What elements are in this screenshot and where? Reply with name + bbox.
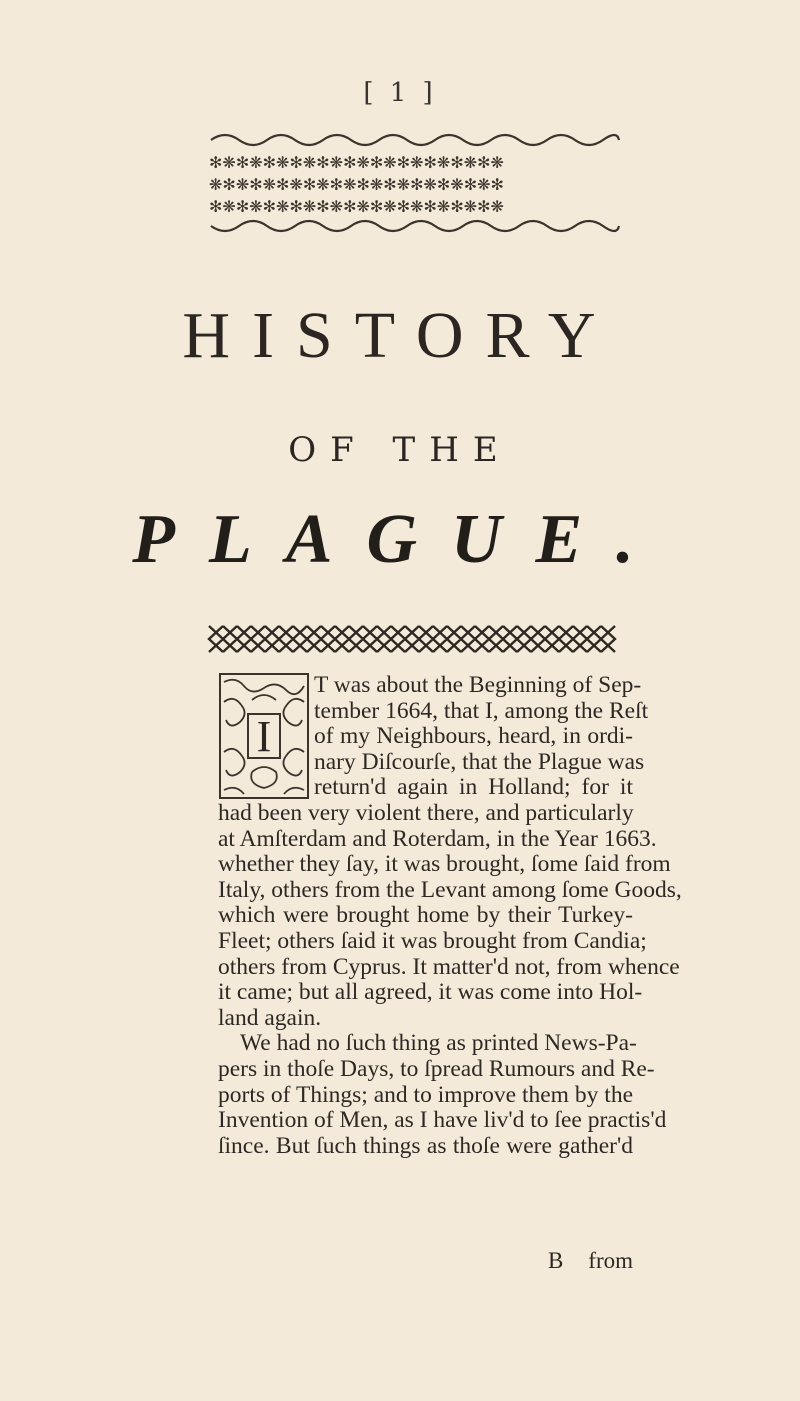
text-line: T was about the Beginning of Sep-: [314, 672, 642, 698]
signature-mark: B: [548, 1248, 564, 1273]
text-line: which were brought home by their Turkey-: [218, 902, 633, 929]
text-line: of my Neighbours, heard, in ordi-: [314, 723, 633, 750]
svg-text:❋✻❋✻❋✻❋✻❋✻❋✻❋✻❋✻❋✻❋✻❋✻: ❋✻❋✻❋✻❋✻❋✻❋✻❋✻❋✻❋✻❋✻❋✻: [209, 175, 504, 194]
head-ornament-icon: [205, 128, 625, 238]
title-history: HISTORY: [182, 299, 618, 372]
text-line: tember 1664, that I, among the Reſt: [314, 697, 649, 724]
text-line: Fleet; others ſaid it was brought from Candia;: [218, 927, 647, 954]
text-line: We had no ſuch thing as printed News-Pa-: [240, 1030, 637, 1057]
svg-text:✻❋✻❋✻❋✻❋✻❋✻❋✻❋✻❋✻❋✻❋✻❋: ✻❋✻❋✻❋✻❋✻❋✻❋✻❋✻❋✻❋✻❋✻❋: [209, 197, 504, 216]
body-text: [218, 672, 682, 1159]
text-line: ſince. But ſuch things as thoſe were gather'd: [218, 1132, 633, 1159]
text-line: ports of Things; and to improve them by the: [218, 1081, 633, 1108]
title-of-the: OF THE: [288, 430, 512, 470]
page-footer: [218, 1248, 633, 1278]
title-plague: PLAGUE.: [132, 501, 668, 578]
text-line: Italy, others from the Levant among ſome Goods,: [218, 876, 682, 903]
page-number: [ 1 ]: [363, 78, 437, 108]
text-line: nary Diſcourſe, that the Plague was: [314, 748, 645, 775]
ornamental-rule-icon: [205, 622, 625, 656]
drop-cap-letter: I: [256, 711, 272, 761]
text-line: land again.: [218, 1004, 322, 1031]
text-line: had been very violent there, and particularly: [218, 799, 634, 826]
text-line: whether they ſay, it was brought, ſome ſaid from: [218, 851, 671, 878]
text-line: return'd again in Holland; for it: [314, 774, 633, 801]
svg-text:✻❋✻❋✻❋✻❋✻❋✻❋✻❋✻❋✻❋✻❋✻❋: ✻❋✻❋✻❋✻❋✻❋✻❋✻❋✻❋✻❋✻❋✻❋: [209, 153, 504, 172]
text-line: it came; but all agreed, it was come into Hol-: [218, 979, 643, 1006]
text-line: others from Cyprus. It matter'd not, from whence: [218, 953, 680, 980]
text-line: at Amſterdam and Roterdam, in the Year 1663.: [218, 825, 657, 852]
text-line: pers in thoſe Days, to ſpread Rumours and Re-: [218, 1055, 655, 1082]
catchword: from: [588, 1248, 633, 1273]
text-line: Invention of Men, as I have liv'd to ſee practis'd: [218, 1107, 667, 1134]
